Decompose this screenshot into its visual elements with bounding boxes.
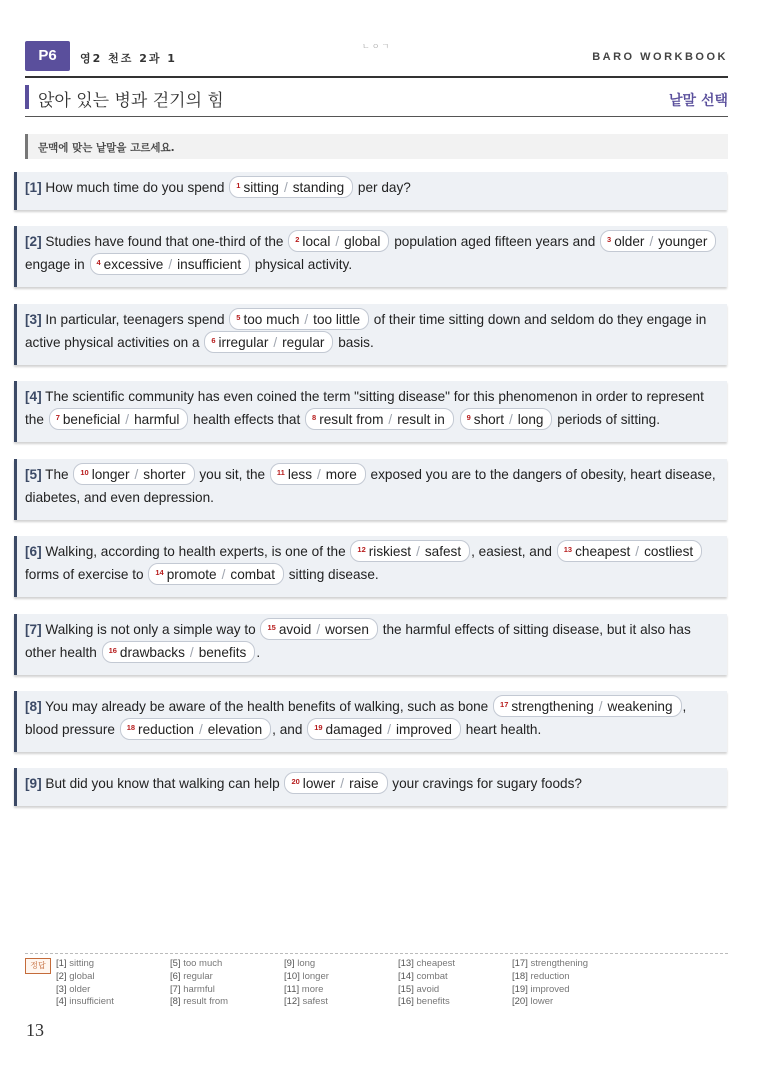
choice-separator: /	[221, 567, 226, 582]
blank-number: 8	[312, 413, 317, 422]
blank-number: 3	[607, 235, 612, 244]
choice-pair	[350, 540, 470, 562]
choice-pair	[260, 618, 377, 640]
choice-pair	[102, 641, 256, 663]
question-text: The	[45, 467, 73, 482]
question-text: population aged fifteen years and	[390, 234, 600, 249]
blank-number: 15	[267, 623, 276, 632]
answer-column	[284, 958, 329, 1009]
answer-word: avoid	[416, 983, 440, 995]
answer-word: result from	[183, 996, 229, 1008]
answer-item	[284, 996, 329, 1009]
question-text: you sit, the	[195, 467, 269, 482]
choice-pair	[204, 331, 333, 353]
choice-pair	[284, 772, 387, 794]
choice-option-a[interactable]: damaged	[325, 722, 383, 737]
choice-option-b[interactable]: more	[325, 467, 357, 482]
question-text: health effects that	[189, 412, 305, 427]
question-item	[14, 691, 727, 752]
page-title: 앉아 있는 병과 걷기의 힘	[38, 91, 224, 111]
choice-option-a[interactable]: strengthening	[511, 699, 594, 714]
choice-pair	[229, 308, 369, 330]
question-text: How much time do you spend	[45, 180, 229, 195]
choice-option-a[interactable]: excessive	[103, 257, 164, 272]
question-number: [7]	[25, 622, 42, 637]
answer-number: [20]	[512, 996, 528, 1008]
choice-separator: /	[509, 412, 513, 427]
choice-option-b[interactable]: insufficient	[177, 257, 242, 272]
choice-pair	[49, 408, 189, 430]
answer-item	[512, 996, 588, 1009]
answer-column	[398, 958, 455, 1009]
choice-pair	[73, 463, 194, 485]
question-number: [2]	[25, 234, 42, 249]
choice-option-b[interactable]: global	[344, 234, 381, 249]
answer-item	[284, 971, 329, 984]
choice-option-a[interactable]: local	[302, 234, 331, 249]
question-item	[14, 172, 727, 210]
question-text: periods of sitting.	[553, 412, 661, 427]
question-text: engage in	[25, 257, 89, 272]
blank-number: 1	[236, 181, 241, 190]
question-text: , easiest, and	[471, 544, 556, 559]
choice-option-a[interactable]: longer	[91, 467, 130, 482]
question-item	[14, 304, 727, 365]
question-text: In particular, teenagers spend	[45, 312, 229, 327]
answer-number: [13]	[398, 958, 414, 969]
blank-number: 19	[314, 723, 323, 732]
answer-item	[398, 996, 455, 1009]
brand-name: BARO WORKBOOK	[592, 51, 728, 63]
choice-separator: /	[598, 699, 603, 714]
answer-item	[170, 958, 228, 971]
answer-word: regular	[183, 970, 213, 982]
answer-number: [10]	[284, 970, 300, 982]
answer-item	[398, 971, 455, 984]
question-item	[14, 768, 727, 806]
question-text: sitting disease.	[284, 567, 379, 582]
lesson-subtitle: 영2 천조 2과 1	[80, 52, 177, 65]
answer-word: cheapest	[416, 958, 456, 969]
question-item	[14, 226, 727, 287]
answer-number: [15]	[398, 983, 414, 995]
choice-separator: /	[198, 722, 203, 737]
choice-option-b[interactable]: long	[517, 412, 544, 427]
answer-number: [9]	[284, 958, 295, 969]
blank-number: 5	[236, 313, 241, 322]
choice-separator: /	[635, 544, 640, 559]
choice-separator: /	[317, 467, 321, 482]
question-text: , blood pressure	[25, 699, 687, 737]
choice-option-b[interactable]: weakening	[607, 699, 673, 714]
answer-item	[56, 984, 114, 997]
blank-number: 11	[276, 468, 285, 477]
answer-item	[56, 971, 114, 984]
choice-option-b[interactable]: harmful	[134, 412, 180, 427]
answer-number: [1]	[56, 958, 67, 969]
blank-number: 20	[291, 777, 300, 786]
answer-word: combat	[416, 970, 448, 982]
title-accent	[25, 85, 29, 109]
answer-item	[170, 971, 228, 984]
choice-separator: /	[335, 234, 340, 249]
answer-word: harmful	[183, 983, 215, 995]
question-text: But did you know that walking can help	[45, 776, 284, 791]
answer-number: [4]	[56, 996, 67, 1008]
question-text: exposed you are to the dangers of obesity, heart disease, diabetes, and even depression.	[25, 467, 716, 505]
question-text: , and	[272, 722, 307, 737]
choice-pair	[90, 253, 251, 275]
choice-option-a[interactable]: less	[287, 467, 313, 482]
choice-option-b[interactable]: combat	[230, 567, 275, 582]
question-text: the harmful effects of sitting disease, but it also has other health	[25, 622, 691, 660]
question-text: forms of exercise to	[25, 567, 148, 582]
choice-option-b[interactable]: benefits	[198, 645, 247, 660]
choice-pair	[557, 540, 702, 562]
answer-word: older	[69, 983, 91, 995]
question-number: [6]	[25, 544, 42, 559]
question-text: your cravings for sugary foods?	[388, 776, 582, 791]
answer-word: lower	[530, 996, 554, 1008]
title-divider	[25, 116, 728, 117]
answer-number: [6]	[170, 970, 181, 982]
answer-number: [8]	[170, 996, 181, 1008]
answer-badge: 정답	[25, 958, 51, 974]
blank-number: 18	[126, 723, 136, 732]
answer-item	[284, 984, 329, 997]
question-text: Walking is not only a simple way to	[45, 622, 260, 637]
answer-number: [12]	[284, 996, 300, 1008]
answer-number: [3]	[56, 983, 67, 995]
question-number: [8]	[25, 699, 42, 714]
question-text: You may already be aware of the health benefits of walking, such as bone	[45, 699, 493, 714]
answer-number: [14]	[398, 970, 414, 982]
blank-number: 7	[55, 413, 60, 422]
choice-separator: /	[340, 776, 345, 791]
answer-word: longer	[302, 970, 329, 982]
choice-separator: /	[304, 312, 309, 327]
choice-option-b[interactable]: raise	[349, 776, 379, 791]
answer-word: reduction	[530, 970, 570, 982]
question-number: [5]	[25, 467, 42, 482]
choice-pair	[305, 408, 454, 430]
choice-separator: /	[273, 335, 278, 350]
choice-option-a[interactable]: sitting	[243, 180, 279, 195]
section-type: 낱말 선택	[669, 93, 728, 109]
answer-item	[512, 958, 588, 971]
page-header	[25, 41, 728, 71]
question-number: [4]	[25, 389, 42, 404]
choice-option-a[interactable]: short	[473, 412, 504, 427]
choice-separator: /	[125, 412, 130, 427]
answer-number: [7]	[170, 983, 181, 995]
answer-word: global	[69, 970, 95, 982]
question-number: [3]	[25, 312, 42, 327]
choice-separator: /	[388, 412, 393, 427]
answer-number: [2]	[56, 970, 67, 982]
answer-column	[512, 958, 588, 1009]
answer-item	[56, 996, 114, 1009]
choice-option-b[interactable]: improved	[396, 722, 452, 737]
blank-number: 6	[211, 336, 216, 345]
choice-option-b[interactable]: costliest	[644, 544, 694, 559]
blank-number: 4	[96, 258, 101, 267]
choice-pair	[270, 463, 366, 485]
blank-number: 14	[155, 568, 164, 577]
answer-word: benefits	[416, 996, 450, 1008]
choice-pair	[600, 230, 716, 252]
blank-number: 2	[295, 235, 300, 244]
answer-number: [11]	[284, 983, 300, 995]
choice-pair	[120, 718, 271, 740]
header-mark: ㄴㅇㄱ	[362, 42, 392, 51]
choice-separator: /	[283, 180, 288, 195]
answer-item	[512, 971, 588, 984]
answer-word: too much	[183, 958, 223, 969]
question-text: Studies have found that one-third of the	[45, 234, 288, 249]
choice-separator: /	[168, 257, 173, 272]
choice-option-b[interactable]: younger	[658, 234, 708, 249]
blank-number: 12	[357, 545, 366, 554]
choice-option-b[interactable]: worsen	[325, 622, 369, 637]
choice-option-b[interactable]: too little	[313, 312, 361, 327]
question-text: per day?	[354, 180, 411, 195]
blank-number: 10	[80, 468, 89, 477]
choice-separator: /	[387, 722, 391, 737]
answer-number: [17]	[512, 958, 528, 969]
answer-item	[398, 958, 455, 971]
choice-option-a[interactable]: avoid	[278, 622, 312, 637]
answer-word: long	[297, 958, 316, 969]
choice-option-a[interactable]: reduction	[138, 722, 194, 737]
choice-option-b[interactable]: regular	[282, 335, 325, 350]
answer-word: strengthening	[530, 958, 589, 969]
question-text: Walking, according to health experts, is one of the	[45, 544, 350, 559]
answer-word: sitting	[69, 958, 95, 969]
page-number: 13	[26, 1020, 44, 1040]
question-text: heart health.	[461, 722, 542, 737]
choice-option-a[interactable]: irregular	[218, 335, 269, 350]
choice-pair	[493, 695, 682, 717]
choice-pair	[307, 718, 461, 740]
choice-pair	[148, 563, 284, 585]
answer-number: [18]	[512, 970, 528, 982]
choice-option-a[interactable]: drawbacks	[119, 645, 185, 660]
choice-option-a[interactable]: result from	[319, 412, 384, 427]
choice-option-b[interactable]: elevation	[207, 722, 263, 737]
choice-separator: /	[189, 645, 194, 660]
answer-column	[170, 958, 228, 1009]
choice-separator: /	[134, 467, 139, 482]
choice-pair	[460, 408, 553, 430]
choice-separator: /	[316, 622, 321, 637]
choice-option-a[interactable]: lower	[302, 776, 336, 791]
question-item	[14, 536, 727, 597]
choice-separator: /	[416, 544, 420, 559]
choice-option-b[interactable]: standing	[292, 180, 345, 195]
choice-option-a[interactable]: promote	[166, 567, 217, 582]
question-text: basis.	[334, 335, 374, 350]
answer-number: [16]	[398, 996, 414, 1008]
choice-option-a[interactable]: too much	[243, 312, 300, 327]
choice-option-b[interactable]: result in	[397, 412, 445, 427]
instruction-box	[25, 134, 728, 159]
answer-number: [19]	[512, 983, 528, 995]
question-number: [1]	[25, 180, 42, 195]
answer-item	[398, 984, 455, 997]
answer-number: [5]	[170, 958, 181, 969]
answer-column	[56, 958, 114, 1009]
choice-pair	[288, 230, 389, 252]
choice-option-b[interactable]: shorter	[143, 467, 186, 482]
answer-divider	[25, 953, 728, 954]
choice-option-a[interactable]: riskiest	[368, 544, 412, 559]
question-number: [9]	[25, 776, 42, 791]
choice-option-a[interactable]: beneficial	[62, 412, 121, 427]
choice-option-b[interactable]: safest	[424, 544, 462, 559]
answer-item	[512, 984, 588, 997]
choice-option-a[interactable]: cheapest	[575, 544, 631, 559]
blank-number: 17	[500, 700, 509, 709]
header-divider	[25, 76, 728, 78]
answer-item	[170, 984, 228, 997]
question-item	[14, 381, 727, 442]
page-badge: P6	[25, 41, 70, 71]
question-item	[14, 614, 727, 675]
answer-word: insufficient	[69, 996, 114, 1008]
answer-item	[284, 958, 329, 971]
question-text	[455, 412, 459, 427]
answer-word: safest	[302, 996, 328, 1008]
choice-option-a[interactable]: older	[614, 234, 645, 249]
blank-number: 16	[108, 646, 117, 655]
question-item	[14, 459, 727, 520]
choice-pair	[229, 176, 353, 198]
question-text: of their time sitting down and seldom do they engage in active physical activities on a	[25, 312, 707, 350]
choice-separator: /	[649, 234, 654, 249]
blank-number: 9	[466, 413, 471, 422]
instruction-text: 문맥에 맞는 낱말을 고르세요.	[38, 142, 175, 154]
answer-item	[170, 996, 228, 1009]
answer-item	[56, 958, 114, 971]
blank-number: 13	[563, 545, 573, 554]
question-text: physical activity.	[251, 257, 353, 272]
answer-word: more	[301, 983, 324, 995]
answer-word: improved	[530, 983, 570, 995]
question-text: The scientific community has even coined the term "sitting disease" for this phenomenon in order to represent the	[25, 389, 704, 427]
question-text: .	[256, 645, 261, 660]
